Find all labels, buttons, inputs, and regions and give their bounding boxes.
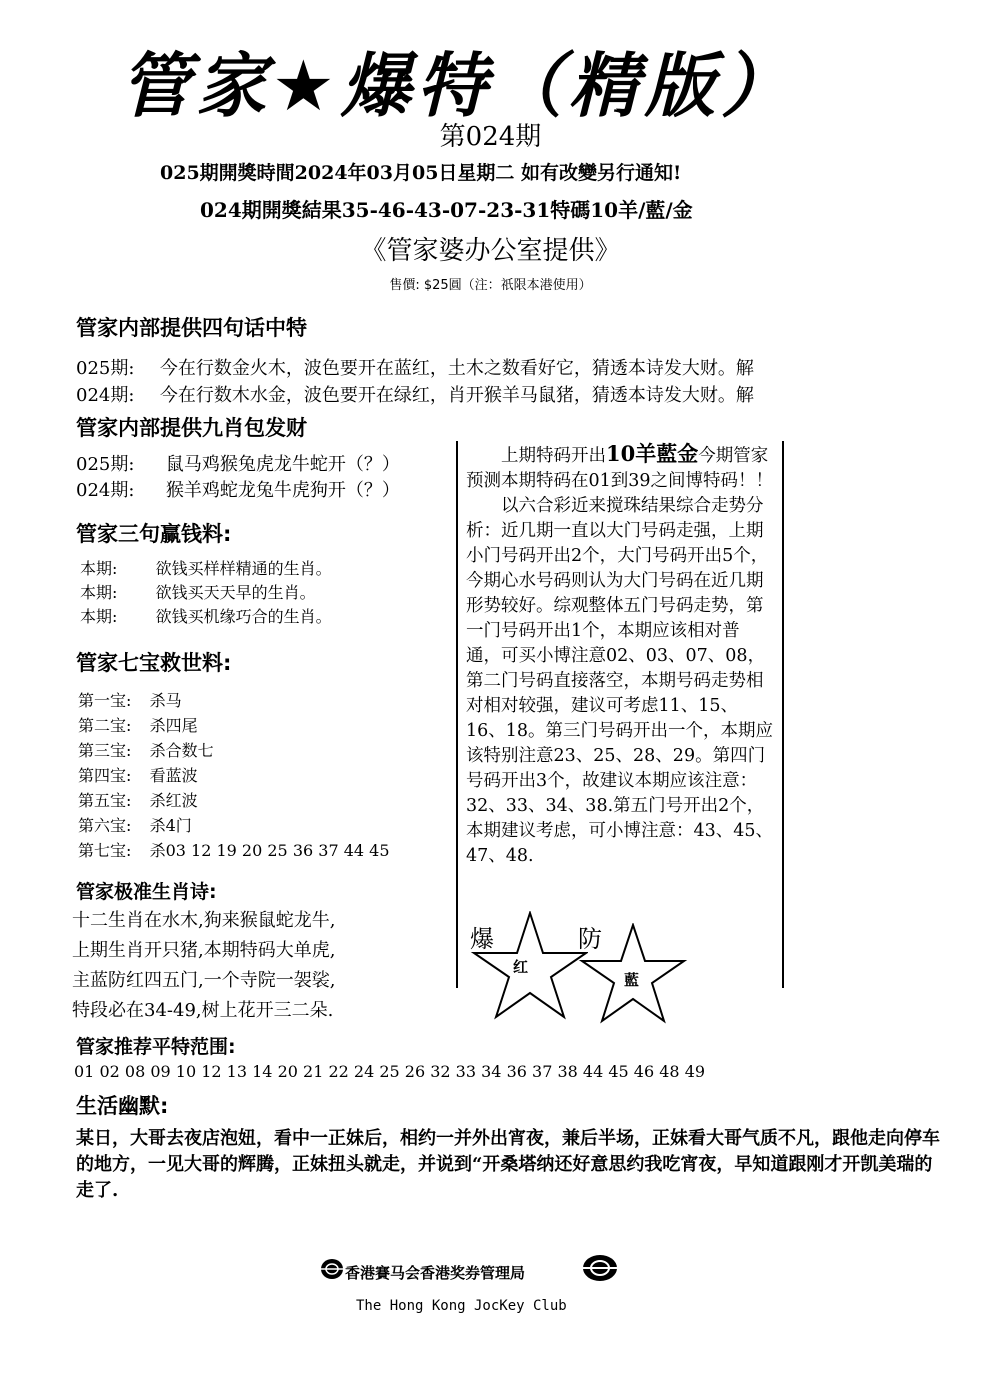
list-item — [80, 604, 332, 627]
item-label: 第一宝: — [78, 691, 132, 710]
list-item — [78, 688, 182, 711]
item-text: 杀03 12 19 20 25 36 37 44 45 — [149, 841, 390, 860]
analysis-highlight: 10羊藍金 — [606, 441, 699, 466]
item-text: 鼠马鸡猴兔虎龙牛蛇开（？） — [165, 454, 400, 475]
analysis-prefix: 上期特码开出 — [501, 446, 606, 466]
list-item — [78, 713, 198, 736]
price-note: 售價: $25圓（注：祇限本港使用） — [389, 278, 592, 293]
item-label: 第三宝: — [78, 741, 132, 760]
item-label: 第四宝: — [78, 766, 132, 785]
item-label: 本期: — [80, 607, 118, 626]
list-item — [78, 738, 214, 761]
provider-line: 《管家婆办公室提供》 — [360, 236, 621, 266]
period-label: 025期: — [76, 454, 135, 475]
period-label: 025期: — [76, 358, 135, 379]
poem-line: 上期生肖开只猪,本期特码大单虎, — [72, 940, 336, 961]
draw-result: 024期開獎結果35-46-43-07-23-31特碼10羊/藍/金 — [200, 198, 693, 222]
item-label: 第五宝: — [78, 791, 132, 810]
analysis-text — [466, 441, 774, 869]
item-label: 第二宝: — [78, 716, 132, 735]
masthead-title: 管家★爆特（精版） — [120, 45, 797, 127]
draw-notice: 025期開獎時間2024年03月05日星期二 如有改變另行通知! — [160, 162, 682, 184]
list-item — [78, 788, 198, 811]
item-text: 欲钱买机缘巧合的生肖。 — [155, 607, 332, 626]
issue-number: 第024期 — [439, 122, 542, 152]
item-text: 欲钱买样样精通的生肖。 — [155, 559, 332, 578]
recommend-numbers: 01 02 08 09 10 12 13 14 20 21 22 24 25 26 32 33 34 36 37 38 44 45 46 48 49 — [74, 1062, 706, 1081]
list-item — [76, 476, 400, 502]
footer-org-name: 香港賽马会香港奖券管理局 — [345, 1264, 526, 1282]
item-text: 看蓝波 — [149, 766, 198, 785]
jockey-club-logo-icon — [582, 1254, 618, 1282]
list-item — [78, 763, 198, 786]
item-text: 今在行数金火木，波色要开在蓝红，土木之数看好它，猜透本诗发大财。解 — [159, 358, 754, 379]
red-star-text: 红 — [513, 958, 529, 976]
list-item — [78, 838, 390, 861]
guard-label: 防 — [578, 925, 602, 953]
item-label: 本期: — [80, 559, 118, 578]
item-text: 今在行数木水金，波色要开在绿红，肖开猴羊马鼠猪，猜透本诗发大财。解 — [159, 385, 754, 406]
item-label: 第六宝: — [78, 816, 132, 835]
footer-english-name: The Hong Kong JocKey Club — [356, 1298, 567, 1314]
item-text: 杀合数七 — [149, 741, 214, 760]
nine-zodiac-heading: 管家内部提供九肖包发财 — [76, 416, 307, 440]
list-item — [76, 450, 400, 476]
item-text: 杀4门 — [149, 816, 192, 835]
list-item — [78, 813, 192, 836]
poem-line: 主蓝防红四五门,一个寺院一袈裟, — [72, 970, 336, 991]
jockey-club-logo-icon — [320, 1258, 344, 1280]
period-label: 024期: — [76, 480, 135, 501]
recommend-heading: 管家推荐平特范围: — [76, 1036, 236, 1058]
period-label: 024期: — [76, 385, 135, 406]
analysis-box — [456, 441, 784, 988]
list-item — [76, 381, 754, 407]
item-label: 第七宝: — [78, 841, 132, 860]
analysis-paragraph-2: 以六合彩近来搅珠结果综合走势分析：近几期一直以大门号码走强，上期小门号码开出2个，大门号码开出5个，今期心水号码则认为大门号码在近几期形势较好。综观整体五门号码走势，第一门号码开出1个，本期应该相对普通，可买小博注意02、03、07、08，第二门号码直接落空，本期号码走势相对相对较强，建议可考虑11、15、16、18。第三门号码开出一个，本期应该特别注意23、25、28、29。第四门号码开出3个，故建议本期应该注意：32、33、34、38.第五门号开出2个，本期建议考虑，可小博注意：43、45、47、48. — [466, 496, 774, 866]
analysis-paragraph-1 — [466, 441, 774, 494]
list-item — [80, 580, 316, 603]
item-text: 杀四尾 — [149, 716, 198, 735]
humor-text: 某日，大哥去夜店泡妞，看中一正妹后，相约一并外出宵夜，兼后半场，正妹看大哥气质不凡，跟他走向停车的地方，一见大哥的辉腾，正妹扭头就走，并说到“开桑塔纳还好意思约我吃宵夜，早知道跟刚才开凯美瑞的走了. — [76, 1128, 940, 1201]
item-label: 本期: — [80, 583, 118, 602]
humor-heading: 生活幽默: — [76, 1094, 169, 1118]
list-item — [76, 354, 754, 380]
item-text: 猴羊鸡蛇龙兔牛虎狗开（？） — [165, 480, 400, 501]
poem-heading: 管家极准生肖诗: — [76, 881, 217, 903]
seven-treasures-heading: 管家七宝救世料: — [76, 651, 232, 675]
item-text: 杀马 — [149, 691, 182, 710]
blue-star-text: 藍 — [624, 971, 640, 989]
item-text: 杀红波 — [149, 791, 198, 810]
four-lines-heading: 管家内部提供四句话中特 — [76, 316, 307, 340]
item-text: 欲钱买天天早的生肖。 — [155, 583, 316, 602]
poem-line: 十二生肖在水木,狗来猴鼠蛇龙牛, — [72, 910, 336, 931]
explode-label: 爆 — [470, 925, 494, 953]
list-item — [80, 556, 332, 579]
three-lines-heading: 管家三句赢钱料: — [76, 522, 232, 546]
poem-line: 特段必在34-49,树上花开三二朵. — [72, 1000, 334, 1021]
analysis-suffix: 今期管家预测本期特码在01到39之间博特码！！ — [466, 446, 774, 491]
